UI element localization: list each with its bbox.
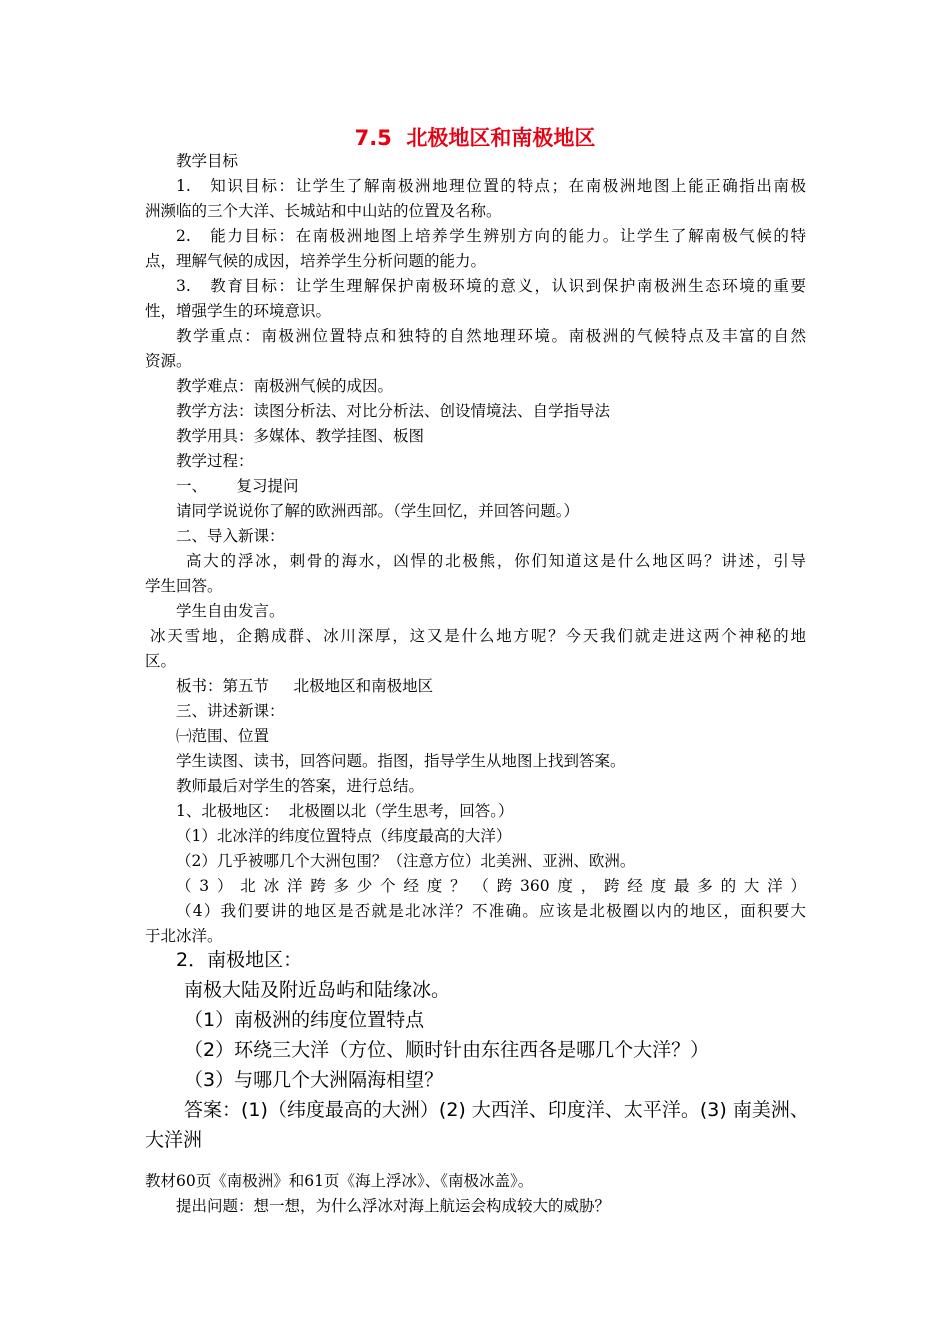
objective-2: 2. 能力目标：在南极洲地图上培养学生辨别方向的能力。让学生了解南极气候的特 — [176, 227, 806, 245]
subsection-range: ㈠范围、位置 — [176, 727, 270, 745]
intro-paragraph: 高大的浮冰，刺骨的海水，凶悍的北极熊，你们知道这是什么地区吗？讲述，引导 — [186, 552, 806, 570]
objective-3: 3. 教育目标：让学生理解保护南极环境的意义，认识到保护南极洲生态环境的重要 — [176, 277, 806, 295]
arctic-q4: （4）我们要讲的地区是否就是北冰洋？不准确。应该是北极圈以内的地区，面积要大 — [176, 902, 806, 920]
antarctic-answer-cont: 大洋洲 — [145, 1129, 203, 1151]
review-question: 请同学说说你了解的欧洲西部。（学生回忆，并回答问题。） — [176, 502, 580, 520]
arctic-q3: （3）北冰洋跨多少个经度？（跨360度，跨经度最多的大洋） — [176, 877, 806, 895]
step-new-lesson: 三、讲述新课： — [176, 702, 285, 720]
section-heading-objectives: 教学目标 — [176, 152, 239, 170]
question-prompt: 提出问题：想一想，为什么浮冰对海上航运会构成较大的威胁？ — [176, 1197, 611, 1215]
teaching-tools: 教学用具：多媒体、教学挂图、板图 — [176, 427, 425, 445]
arctic-heading: 1、北极地区： 北极圈以北（学生思考，回答。） — [176, 802, 514, 820]
board-writing: 板书：第五节 北极地区和南极地区 — [176, 677, 434, 695]
step-review: 一、 复习提问 — [176, 477, 299, 495]
range-summary: 教师最后对学生的答案，进行总结。 — [176, 777, 425, 795]
key-points-cont: 资源。 — [145, 352, 192, 370]
objective-1: 1. 知识目标：让学生了解南极洲地理位置的特点；在南极洲地图上能正确指出南极 — [176, 177, 806, 195]
antarctic-definition: 南极大陆及附近岛屿和陆缘冰。 — [184, 979, 451, 1001]
arctic-q2: （2）几乎被哪几个大洲包围？（注意方位）北美洲、亚洲、欧洲。 — [176, 852, 636, 870]
teaching-process: 教学过程： — [176, 452, 254, 470]
range-activity: 学生读图、读书，回答问题。指图，指导学生从地图上找到答案。 — [176, 752, 626, 770]
antarctic-heading: 2．南极地区： — [176, 949, 303, 971]
antarctic-q1: （1）南极洲的纬度位置特点 — [184, 1009, 425, 1031]
student-speak: 学生自由发言。 — [176, 602, 285, 620]
key-points: 教学重点：南极洲位置特点和独特的自然地理环境。南极洲的气候特点及丰富的自然 — [176, 327, 806, 345]
page-title: 7.5 北极地区和南极地区 — [354, 126, 596, 150]
difficult-points: 教学难点：南极洲气候的成因。 — [176, 377, 394, 395]
textbook-reference: 教材60页《南极洲》和61页《海上浮冰》、《南极冰盖》。 — [145, 1172, 534, 1190]
antarctic-q3: （3）与哪几个大洲隔海相望？ — [184, 1069, 444, 1091]
antarctic-q2: （2）环绕三大洋（方位、顺时针由东往西各是哪几个大洋？） — [184, 1039, 710, 1061]
antarctic-answer: 答案：(1)（纬度最高的大洲）(2) 大西洋、印度洋、太平洋。(3) 南美洲、 — [184, 1099, 809, 1121]
teaching-methods: 教学方法：读图分析法、对比分析法、创设情境法、自学指导法 — [176, 402, 611, 420]
objective-2-cont: 点，理解气候的成因，培养学生分析问题的能力。 — [145, 252, 487, 270]
step-intro: 二、导入新课： — [176, 527, 285, 545]
intro-paragraph-2-cont: 区。 — [145, 652, 177, 670]
objective-1-cont: 洲濒临的三个大洋、长城站和中山站的位置及名称。 — [145, 202, 502, 220]
intro-paragraph-cont: 学生回答。 — [145, 577, 223, 595]
arctic-q4-cont: 于北冰洋。 — [145, 927, 223, 945]
arctic-q1: （1）北冰洋的纬度位置特点（纬度最高的大洋） — [176, 827, 512, 845]
intro-paragraph-2: 冰天雪地，企鹅成群、冰川深厚，这又是什么地方呢？今天我们就走进这两个神秘的地 — [150, 627, 806, 645]
objective-3-cont: 性，增强学生的环境意识。 — [145, 302, 332, 320]
